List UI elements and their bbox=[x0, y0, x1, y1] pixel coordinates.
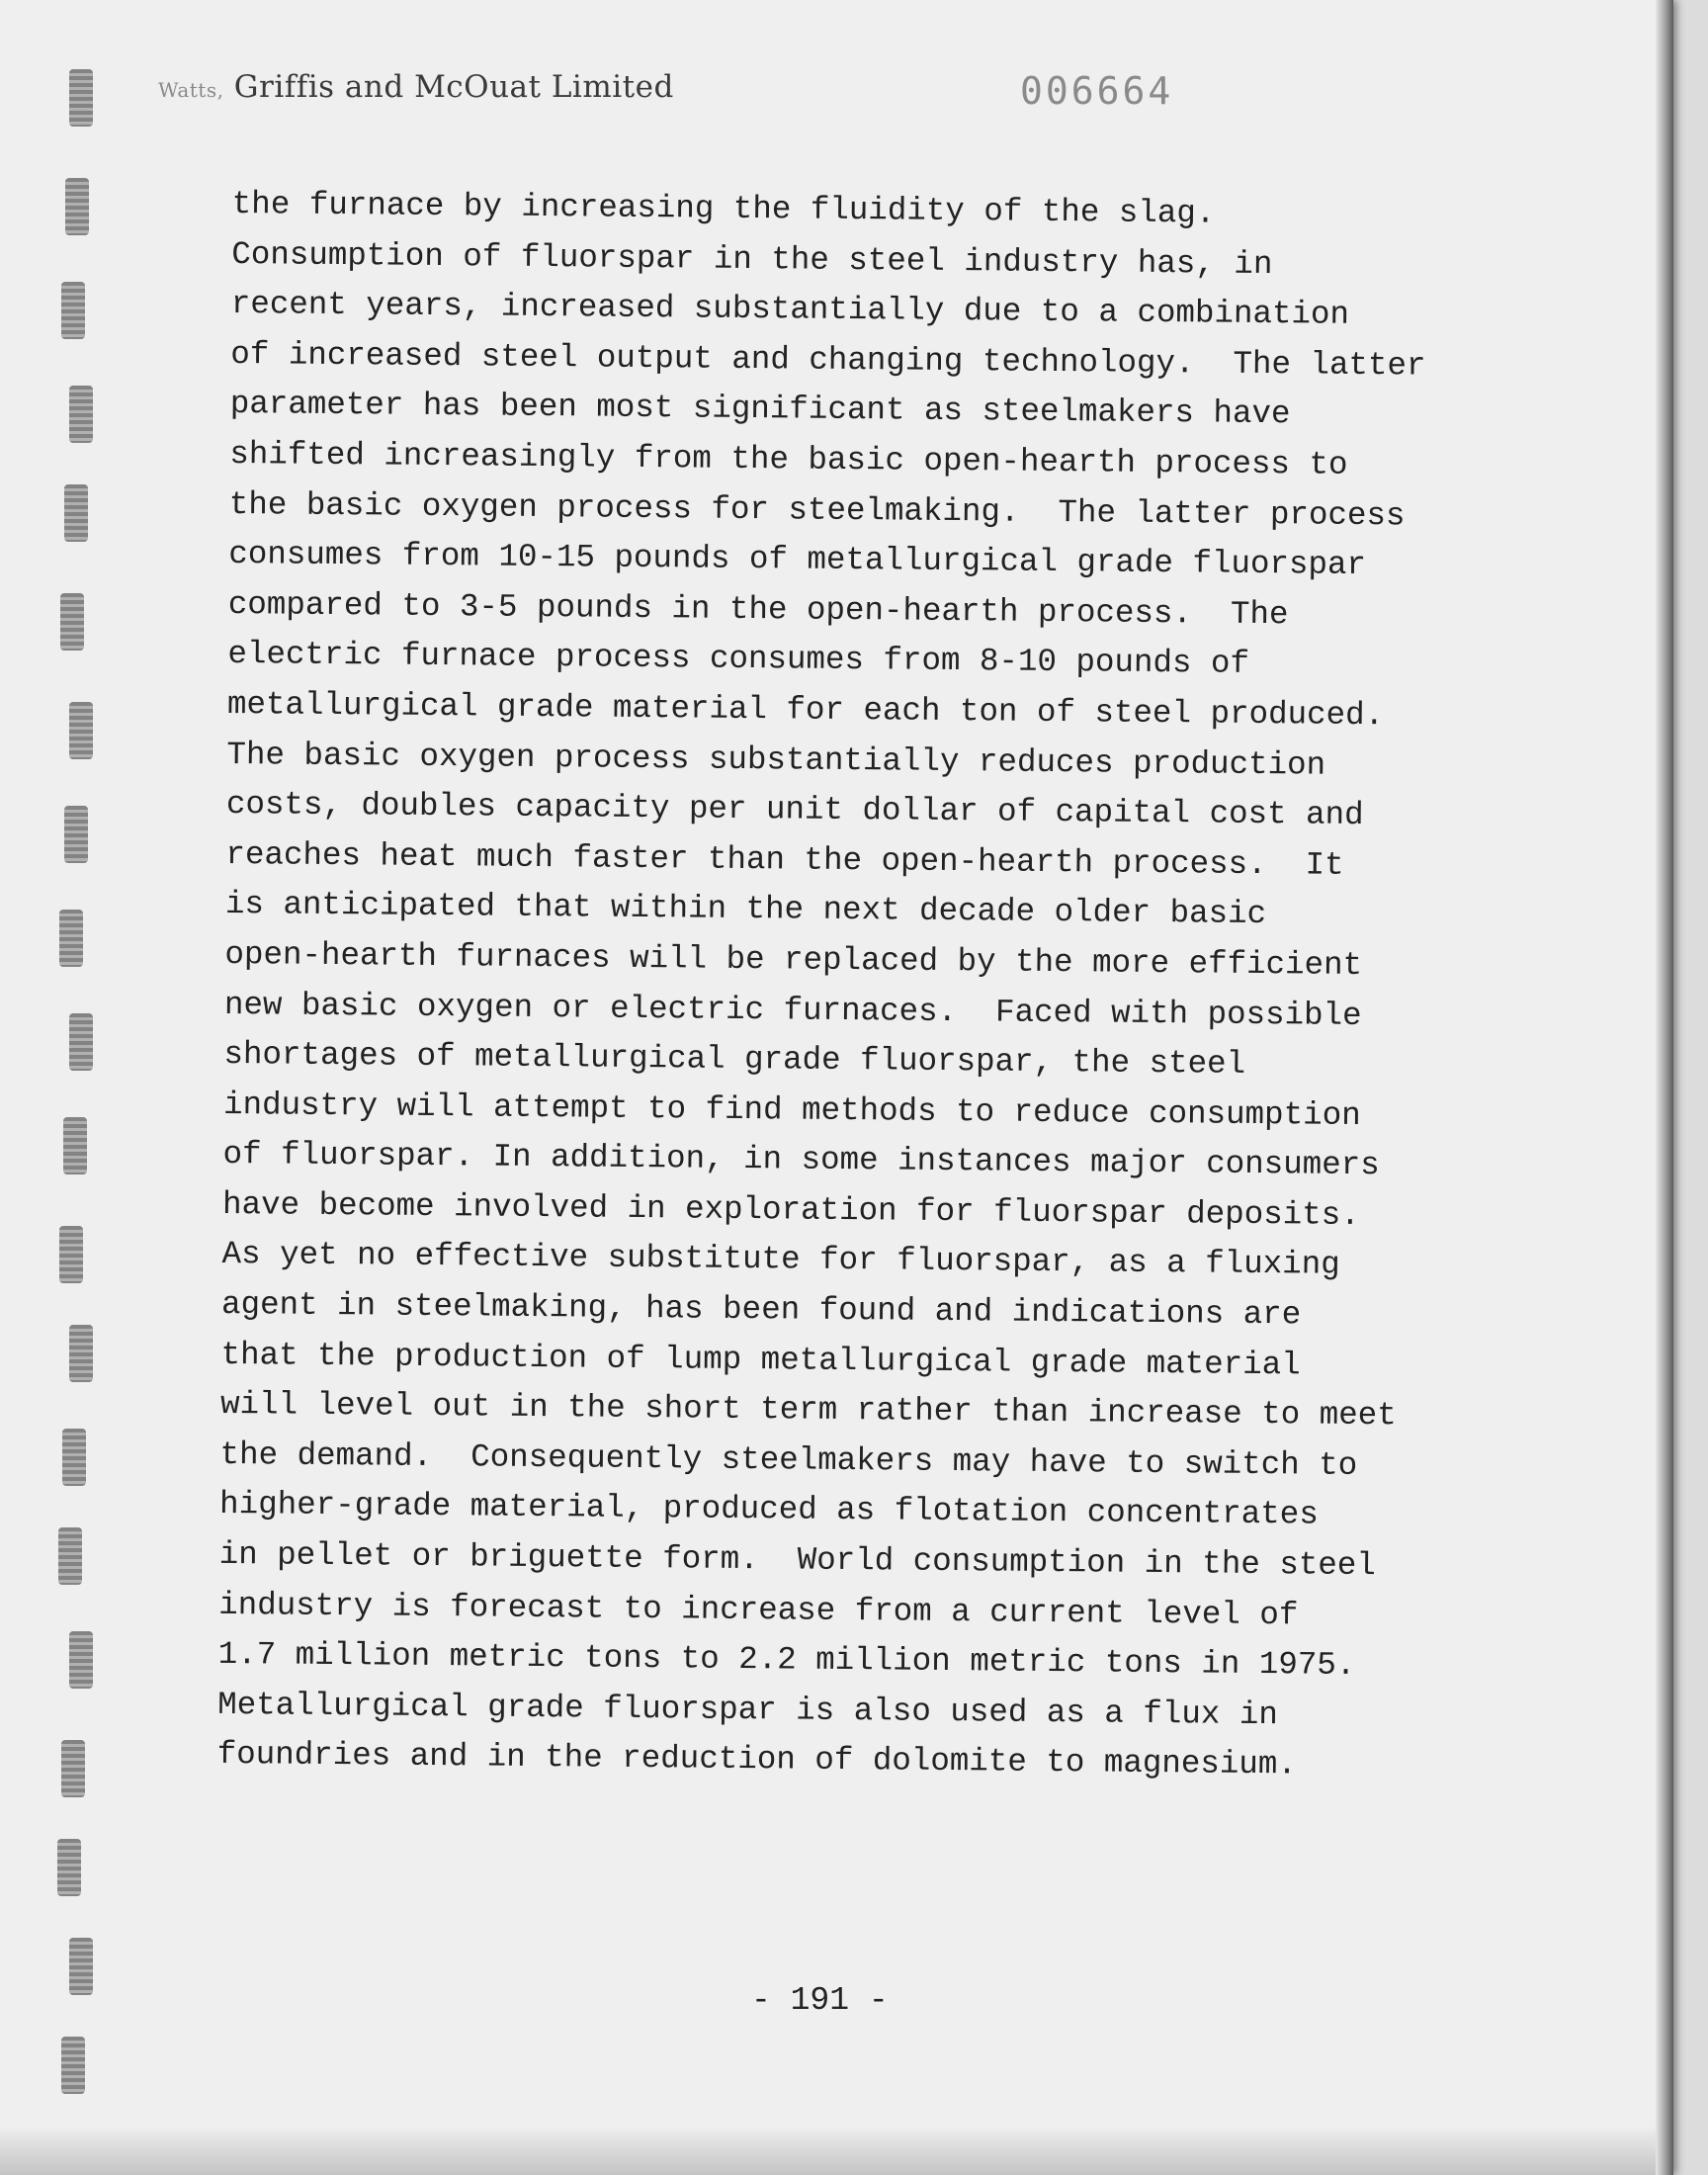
binding-hole bbox=[69, 1938, 93, 1995]
text-line: costs, doubles capacity per unit dollar of capital cost and bbox=[225, 786, 1364, 834]
binding-hole bbox=[58, 1527, 82, 1585]
binding-hole bbox=[61, 282, 85, 339]
text-line: recent years, increased substantially due to a combination bbox=[230, 286, 1350, 334]
text-line: metallurgical grade material for each ton of steel produced. bbox=[226, 685, 1385, 735]
binding-hole bbox=[69, 702, 93, 759]
binding-hole bbox=[69, 1013, 93, 1071]
text-line: industry will attempt to find methods to reduce consumption bbox=[222, 1086, 1361, 1134]
text-line: higher-grade material, produced as flotation concentrates bbox=[218, 1486, 1319, 1534]
text-line: consumes from 10-15 pounds of metallurgical grade fluorspar bbox=[228, 536, 1367, 584]
binding-hole bbox=[60, 593, 84, 651]
binding-hole bbox=[63, 1117, 87, 1174]
text-line: Metallurgical grade fluorspar is also used as a flux in bbox=[217, 1686, 1279, 1734]
binding-hole bbox=[59, 910, 83, 967]
binding-hole bbox=[69, 69, 93, 127]
binding-hole bbox=[61, 2037, 85, 2094]
text-line: is anticipated that within the next decade older basic bbox=[224, 886, 1267, 933]
text-line: As yet no effective substitute for fluorspar, as a fluxing bbox=[221, 1236, 1340, 1284]
text-line: parameter has been most significant as steelmakers have bbox=[229, 386, 1291, 433]
text-line: reaches heat much faster than the open-hearth process. It bbox=[225, 835, 1344, 884]
text-line: the basic oxygen process for steelmaking. The latter process bbox=[228, 485, 1406, 534]
page-bottom-shadow bbox=[0, 2126, 1670, 2175]
letterhead-prefix: Watts, bbox=[158, 78, 224, 102]
text-line: foundries and in the reduction of dolomite to magnesium. bbox=[216, 1736, 1298, 1784]
binding-hole bbox=[61, 1740, 85, 1797]
text-line: that the production of lump metallurgical grade material bbox=[220, 1336, 1301, 1384]
text-line: Consumption of fluorspar in the steel industry has, in bbox=[231, 235, 1273, 283]
text-line: of increased steel output and changing technology. The latter bbox=[230, 335, 1426, 385]
text-line: 1.7 million metric tons to 2.2 million metric tons in 1975. bbox=[217, 1636, 1356, 1685]
binding-hole bbox=[64, 484, 88, 542]
body-paragraph bbox=[216, 180, 1516, 1792]
text-line: electric furnace process consumes from 8-10 pounds of bbox=[227, 636, 1250, 683]
binding-hole bbox=[65, 178, 89, 235]
document-number-stamp: 006664 bbox=[1020, 69, 1174, 113]
text-line: agent in steelmaking, has been found and indications are bbox=[220, 1286, 1302, 1334]
text-line: shortages of metallurgical grade fluorspar, the steel bbox=[223, 1036, 1246, 1083]
text-line: industry is forecast to increase from a current level of bbox=[217, 1586, 1299, 1634]
page-edge-shadow bbox=[1656, 0, 1673, 2175]
binding-holes bbox=[22, 69, 91, 2126]
text-line: compared to 3-5 pounds in the open-hearth process. The bbox=[227, 585, 1289, 634]
text-line: new basic oxygen or electric furnaces. Faced with possible bbox=[223, 986, 1362, 1034]
text-line: open-hearth furnaces will be replaced by the more efficient bbox=[224, 935, 1363, 984]
binding-hole bbox=[57, 1839, 81, 1896]
text-line: have become involved in exploration for fluorspar deposits. bbox=[221, 1185, 1360, 1234]
binding-hole bbox=[69, 1631, 93, 1689]
binding-hole bbox=[59, 1226, 83, 1283]
text-line: will level out in the short term rather than increase to meet bbox=[219, 1386, 1397, 1435]
text-line: the furnace by increasing the fluidity of the slag. bbox=[231, 185, 1216, 232]
binding-hole bbox=[62, 1429, 86, 1486]
text-line: The basic oxygen process substantially reduces production bbox=[226, 736, 1326, 784]
binding-hole bbox=[64, 806, 88, 863]
text-line: in pellet or briguette form. World consumption in the steel bbox=[218, 1535, 1376, 1585]
text-line: of fluorspar. In addition, in some instances major consumers bbox=[222, 1136, 1380, 1184]
company-name: Griffis and McOuat Limited bbox=[233, 69, 674, 105]
letterhead bbox=[158, 69, 674, 105]
page-number: - 191 - bbox=[751, 1982, 889, 2019]
binding-hole bbox=[69, 1325, 93, 1382]
text-line: the demand. Consequently steelmakers may have to switch to bbox=[219, 1436, 1358, 1484]
text-line: shifted increasingly from the basic open-hearth process to bbox=[229, 435, 1348, 483]
binding-hole bbox=[69, 386, 93, 443]
